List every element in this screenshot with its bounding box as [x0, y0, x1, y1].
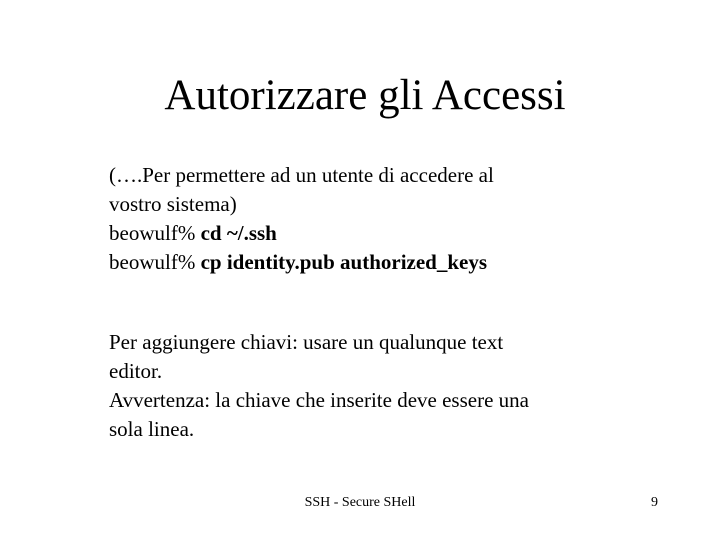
command-text-2: cp identity.pub authorized_keys	[200, 250, 488, 274]
notes-line-4: sola linea.	[109, 417, 195, 441]
intro-block	[109, 161, 629, 277]
command-text-1: cd ~/.ssh	[200, 221, 277, 245]
intro-line-1: (….Per permettere ad un utente di accedere al	[109, 163, 494, 187]
slide-title: Autorizzare gli Accessi	[164, 72, 566, 119]
command-line-2	[109, 248, 629, 277]
command-prompt-2: beowulf%	[109, 250, 201, 274]
command-prompt-1: beowulf%	[109, 221, 201, 245]
notes-line-3: Avvertenza: la chiave che inserite deve essere una	[109, 388, 529, 412]
notes-line-1: Per aggiungere chiavi: usare un qualunque text	[109, 330, 504, 354]
footer-text: SSH - Secure SHell	[304, 495, 416, 510]
command-line-1	[109, 219, 629, 248]
page-number: 9	[651, 495, 658, 510]
intro-line-2: vostro sistema)	[109, 192, 237, 216]
notes-block	[109, 328, 629, 444]
notes-line-2: editor.	[109, 359, 163, 383]
